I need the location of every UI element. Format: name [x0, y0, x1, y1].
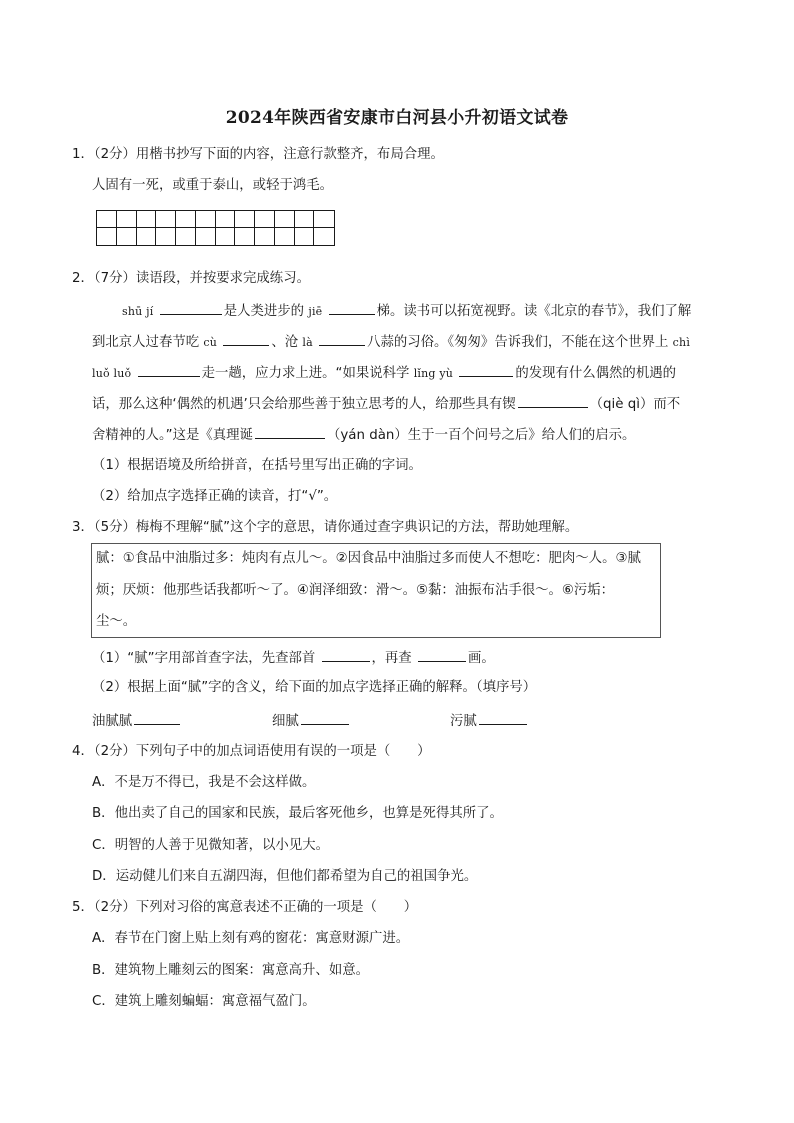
word-item [450, 710, 529, 732]
answer-blank[interactable] [322, 647, 370, 662]
pinyin: luǒ luǒ [92, 367, 132, 380]
answer-blank[interactable] [134, 710, 180, 725]
dictionary-line-1: 腻：①食品中油脂过多：炖肉有点儿～。②因食品中油脂过多而使人不想吃：肥肉～人。③腻 [96, 551, 641, 566]
writing-grid[interactable] [96, 210, 335, 246]
passage-text: 梯。读书可以拓宽视野。读《北京的春节》，我们了解 [376, 304, 692, 319]
word-item [272, 710, 351, 732]
question-2-passage-line-2 [92, 331, 690, 353]
page-title: 2024年陕西省安康市白河县小升初语文试卷 [225, 108, 569, 128]
question-2-passage-line-3 [92, 362, 676, 384]
word-item [92, 710, 182, 732]
question-2-passage-line-1 [122, 300, 691, 322]
passage-text: 舍精神的人。”这是《真理诞 [92, 428, 253, 443]
pinyin: jiē [308, 305, 323, 318]
option-d[interactable]: D．运动健儿们来自五湖四海，但他们都希望为自己的祖国争光。 [92, 869, 478, 884]
passage-text: 八蒜的习俗。《匆匆》告诉我们，不能在这个世界上 [367, 335, 669, 350]
dictionary-line-2: 烦；厌烦：他那些话我都听～了。④润泽细致：滑～。⑤黏：油振布沾手很～。⑥污垢： [96, 583, 615, 598]
question-2-passage-line-4 [92, 393, 680, 415]
question-3-sub-1 [92, 647, 495, 669]
question-5-stem: 5．（2分）下列对习俗的寓意表述不正确的一项是（ ） [72, 900, 418, 915]
passage-text: 、沧 [271, 335, 299, 350]
option-c[interactable]: C．建筑上雕刻蝙蝠：寓意福气盈门。 [92, 994, 316, 1009]
answer-blank[interactable] [255, 424, 325, 439]
answer-blank[interactable] [418, 647, 466, 662]
passage-text: 是人类进步的 [223, 304, 305, 319]
option-a[interactable]: A．不是万不得已，我是不会这样做。 [92, 775, 316, 790]
question-2-sub-1: （1）根据语境及所给拼音，在括号里写出正确的字词。 [92, 458, 422, 473]
question-4-stem: 4．（2分）下列句子中的加点词语使用有误的一项是（ ） [72, 744, 431, 759]
question-3-stem: 3．（5分）梅梅不理解“腻”这个字的意思，请你通过查字典识记的方法，帮助她理解。 [72, 520, 579, 535]
option-b[interactable]: B．建筑物上雕刻云的图案：寓意高升、如意。 [92, 963, 369, 978]
option-b[interactable]: B．他出卖了自己的国家和民族，最后客死他乡，也算是死得其所了。 [92, 806, 503, 821]
question-text: 画。 [467, 651, 495, 666]
answer-blank[interactable] [329, 300, 375, 315]
word-label: 油腻腻 [92, 714, 133, 729]
question-2-stem: 2．（7分）读语段，并按要求完成练习。 [72, 271, 310, 286]
pinyin: chì [672, 336, 691, 349]
answer-blank[interactable] [319, 331, 365, 346]
option-a[interactable]: A．春节在门窗上贴上刻有鸡的窗花：寓意财源广进。 [92, 931, 410, 946]
answer-blank[interactable] [301, 710, 349, 725]
passage-text: （yán dàn）生于一百个问号之后》给人们的启示。 [326, 428, 636, 443]
answer-blank[interactable] [459, 362, 513, 377]
question-text: （1）“腻”字用部首查字法，先查部首 [92, 651, 316, 666]
question-2-sub-2: （2）给加点字选择正确的读音，打“√”。 [92, 489, 338, 504]
question-1-text: 人固有一死，或重于泰山，或轻于鸿毛。 [92, 178, 334, 193]
answer-blank[interactable] [223, 331, 269, 346]
passage-text: 走一趟，应力求上进。“如果说科学 [201, 366, 410, 381]
passage-text: 话，那么这种‘偶然的机遇’只会给那些善于独立思考的人，给那些具有锲 [92, 397, 516, 412]
pinyin: lǐng yù [413, 367, 454, 380]
passage-text: （qiè qì）而不 [589, 397, 681, 412]
question-text: ，再查 [371, 651, 412, 666]
answer-blank[interactable] [160, 300, 222, 315]
question-1-stem: 1．（2分）用楷书抄写下面的内容，注意行款整齐，布局合理。 [72, 147, 444, 162]
pinyin: shū jí [122, 305, 154, 318]
pinyin: là [302, 336, 313, 349]
passage-text: 的发现有什么偶然的机遇的 [515, 366, 676, 381]
passage-text: 到北京人过春节吃 [92, 335, 200, 350]
option-c[interactable]: C．明智的人善于见微知著，以小见大。 [92, 838, 329, 853]
word-label: 细腻 [272, 714, 299, 729]
question-3-sub-2: （2）根据上面“腻”字的含义，给下面的加点字选择正确的解释。（填序号） [92, 680, 537, 695]
dictionary-line-3: 尘～。 [96, 614, 137, 629]
pinyin: cù [203, 336, 218, 349]
word-label: 污腻 [450, 714, 477, 729]
answer-blank[interactable] [138, 362, 200, 377]
answer-blank[interactable] [479, 710, 527, 725]
answer-blank[interactable] [518, 393, 588, 408]
question-2-passage-line-5 [92, 424, 635, 446]
